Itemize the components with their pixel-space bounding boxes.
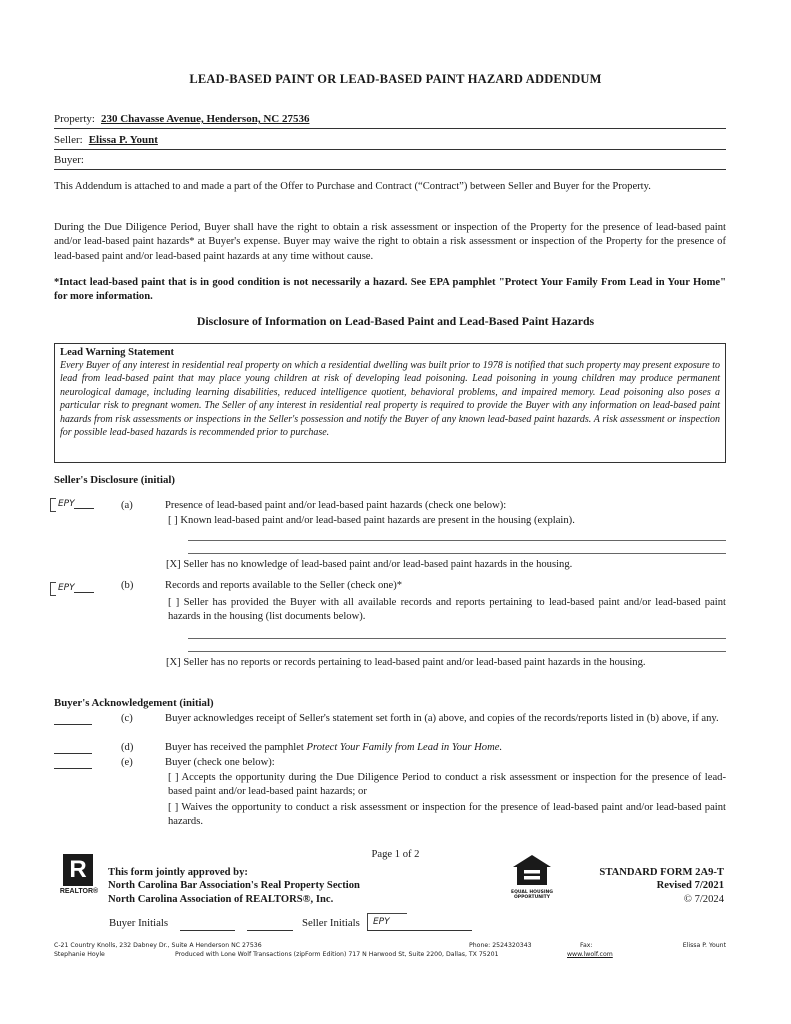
intro-paragraph: This Addendum is attached to and made a part of the Offer to Purchase and Contract (“Contract”) between Seller and Buyer for the Property. (54, 181, 651, 192)
item-a-text: Presence of lead-based paint and/or lead-based paint hazards (check one below): (165, 500, 507, 511)
approval-block (108, 866, 448, 906)
disclosure-title: Disclosure of Information on Lead-Based Paint and Lead-Based Paint Hazards (196, 314, 595, 328)
item-a-option-known[interactable] (168, 514, 728, 528)
agency-phone: Phone: 2524320343 (469, 942, 532, 949)
documents-line-2[interactable] (188, 651, 726, 652)
seller-label: Seller: (54, 134, 83, 146)
property-label: Property: (54, 113, 95, 125)
buyer-initials-c[interactable] (54, 724, 92, 725)
item-a-option-no-knowledge-label: Seller has no knowledge of lead-based paint and/or lead-based paint hazards in the housing. (183, 559, 573, 570)
checkbox-b-no-reports[interactable]: [X] (166, 657, 181, 668)
buyer-initials-label: Buyer Initials (109, 917, 169, 929)
checkbox-e-waive[interactable]: [ ] (168, 802, 179, 813)
item-d-pamphlet-title: Protect Your Family from Lead in Your Home. (306, 742, 503, 753)
form-name: STANDARD FORM 2A9-T (599, 867, 724, 878)
seller-initials-b-value: EPY (58, 583, 75, 593)
lead-warning-box (54, 343, 726, 463)
footer-buyer-initials-line-1[interactable] (180, 930, 235, 931)
buyer-label: Buyer: (54, 154, 84, 166)
checkbox-a-known[interactable]: [ ] (168, 515, 178, 526)
agency-fax: Fax: (580, 942, 593, 949)
item-b-option-no-reports-label: Seller has no reports or records pertaining to lead-based paint and/or lead-based paint hazards in the housing. (183, 657, 646, 668)
produced-with: Produced with Lone Wolf Transactions (zipForm Edition) 717 N Harwood St, Suite 2200, Dallas, TX 75201 (175, 951, 499, 958)
form-info-block (560, 866, 724, 906)
page-number: Page 1 of 2 (371, 849, 420, 860)
realtor-logo (58, 854, 100, 902)
item-c-text: Buyer acknowledges receipt of Seller's statement set forth in (a) above, and copies of the records/reports listed in (b) above, if any. (165, 713, 719, 724)
documents-line-1[interactable] (188, 638, 726, 639)
item-b-option-no-reports[interactable] (166, 656, 726, 670)
realtor-mark-text: REALTOR® (59, 888, 99, 895)
footer-seller-initials-value: EPY (373, 917, 390, 927)
explain-line-1[interactable] (188, 540, 726, 541)
agent-name: Stephanie Hoyle (54, 951, 105, 958)
item-a-option-no-knowledge[interactable] (166, 558, 726, 572)
explain-line-2[interactable] (188, 553, 726, 554)
hazard-note: *Intact lead-based paint that is in good condition is not necessarily a hazard. See EPA pamphlet "Protect Your Family From Lead in Your Home" for more information. (54, 277, 726, 303)
lead-warning-body: Every Buyer of any interest in residential real property on which a residential dwelling was built prior to 1978 is notified that such property may present exposure to lead from lead-based paint that may place young children at risk of developing lead poisoning. Lead poisoning in young children may produce permanent neurological damage, including learning disabilities, reduced intelligence quotient, behavioral problems, and impaired memory. Lead poisoning also poses a particular risk to pregnant women. The Seller of any interest in residential real property is required to provide the Buyer with any information on lead-based paint hazards from risk assessments or inspections in the Seller's possession and notify the Buyer of any known lead-based paint hazards. A risk assessment or inspection for possible lead-based hazards is recommended prior to purchase. (60, 360, 720, 439)
equal-housing-text: EQUAL HOUSING OPPORTUNITY (511, 890, 553, 900)
item-e-option-waive[interactable] (168, 801, 726, 830)
client-name: Elissa P. Yount (682, 942, 726, 949)
footer-buyer-initials-line-2[interactable] (247, 930, 293, 931)
seller-initials-b[interactable] (50, 580, 94, 600)
buyer-ack-heading: Buyer's Acknowledgement (initial) (54, 697, 214, 709)
approval-org-2: North Carolina Association of REALTORS®, Inc. (108, 893, 334, 905)
item-b-letter: (b) (121, 580, 134, 591)
item-e-option-waive-label: Waives the opportunity to conduct a risk assessment or inspection for the presence of lead-based paint and/or lead-based paint hazards. (168, 802, 726, 828)
item-d-letter: (d) (121, 742, 134, 753)
item-d-text (165, 741, 725, 755)
agency-info: C-21 Country Knolls, 232 Dabney Dr., Suite A Henderson NC 27536 (54, 942, 262, 949)
item-e-option-accept[interactable] (168, 771, 726, 800)
form-revised: Revised 7/2021 (656, 880, 724, 892)
realtor-r-icon: R (63, 854, 93, 886)
footer-seller-initials-line[interactable] (367, 930, 472, 931)
seller-initials-a-value: EPY (58, 499, 75, 509)
property-row (54, 113, 726, 129)
buyer-initials-d[interactable] (54, 753, 92, 754)
buyer-initials-e[interactable] (54, 768, 92, 769)
item-e-option-accept-label: Accepts the opportunity during the Due Diligence Period to conduct a risk assessment or inspection for the presence of lead-based paint and/or lead-based paint hazards; or (168, 772, 726, 798)
seller-initials-a[interactable] (50, 496, 94, 516)
seller-row (54, 134, 726, 150)
approval-org-1: North Carolina Bar Association's Real Property Section (108, 880, 360, 892)
item-a-option-known-label: Known lead-based paint and/or lead-based paint hazards are present in the housing (explain). (180, 515, 575, 526)
checkbox-b-provided[interactable]: [ ] (168, 597, 180, 608)
item-b-option-provided-label: Seller has provided the Buyer with all available records and reports pertaining to lead-based paint and/or lead-based paint hazards in the housing (list documents below). (168, 597, 726, 623)
property-value[interactable]: 230 Chavasse Avenue, Henderson, NC 27536 (100, 113, 310, 125)
item-e-letter: (e) (121, 757, 133, 768)
item-b-text: Records and reports available to the Seller (check one)* (165, 580, 403, 591)
seller-value[interactable]: Elissa P. Yount (88, 134, 158, 146)
approved-by-text: This form jointly approved by: (108, 867, 248, 878)
equal-housing-icon (507, 853, 557, 889)
seller-initials-label: Seller Initials (302, 917, 360, 929)
seller-disclosure-heading: Seller's Disclosure (initial) (54, 474, 175, 486)
item-b-option-provided[interactable] (168, 596, 726, 625)
equal-housing-logo (507, 853, 557, 903)
document-title: LEAD-BASED PAINT OR LEAD-BASED PAINT HAZARD ADDENDUM (189, 72, 602, 86)
item-c-letter: (c) (121, 713, 133, 724)
item-e-text: Buyer (check one below): (165, 757, 275, 768)
footer-seller-initials-box[interactable] (367, 913, 407, 930)
item-a-letter: (a) (121, 500, 133, 511)
due-diligence-paragraph: During the Due Diligence Period, Buyer shall have the right to obtain a risk assessment or inspection of the Property for the presence of lead-based paint and/or lead-based paint hazards* at Buyer's expense. Buyer may waive the right to obtain a risk assessment or inspection of the Property for the presence of lead-based paint and/or lead-based paint hazards at any time without cause. (54, 222, 726, 262)
lead-warning-title: Lead Warning Statement (60, 347, 174, 358)
checkbox-e-accept[interactable]: [ ] (168, 772, 179, 783)
item-d-text-lead: Buyer has received the pamphlet (165, 742, 307, 753)
form-copyright: © 7/2024 (683, 893, 724, 905)
lone-wolf-link[interactable]: www.lwolf.com (567, 951, 613, 958)
checkbox-a-no-knowledge[interactable]: [X] (166, 559, 181, 570)
buyer-row (54, 154, 726, 170)
